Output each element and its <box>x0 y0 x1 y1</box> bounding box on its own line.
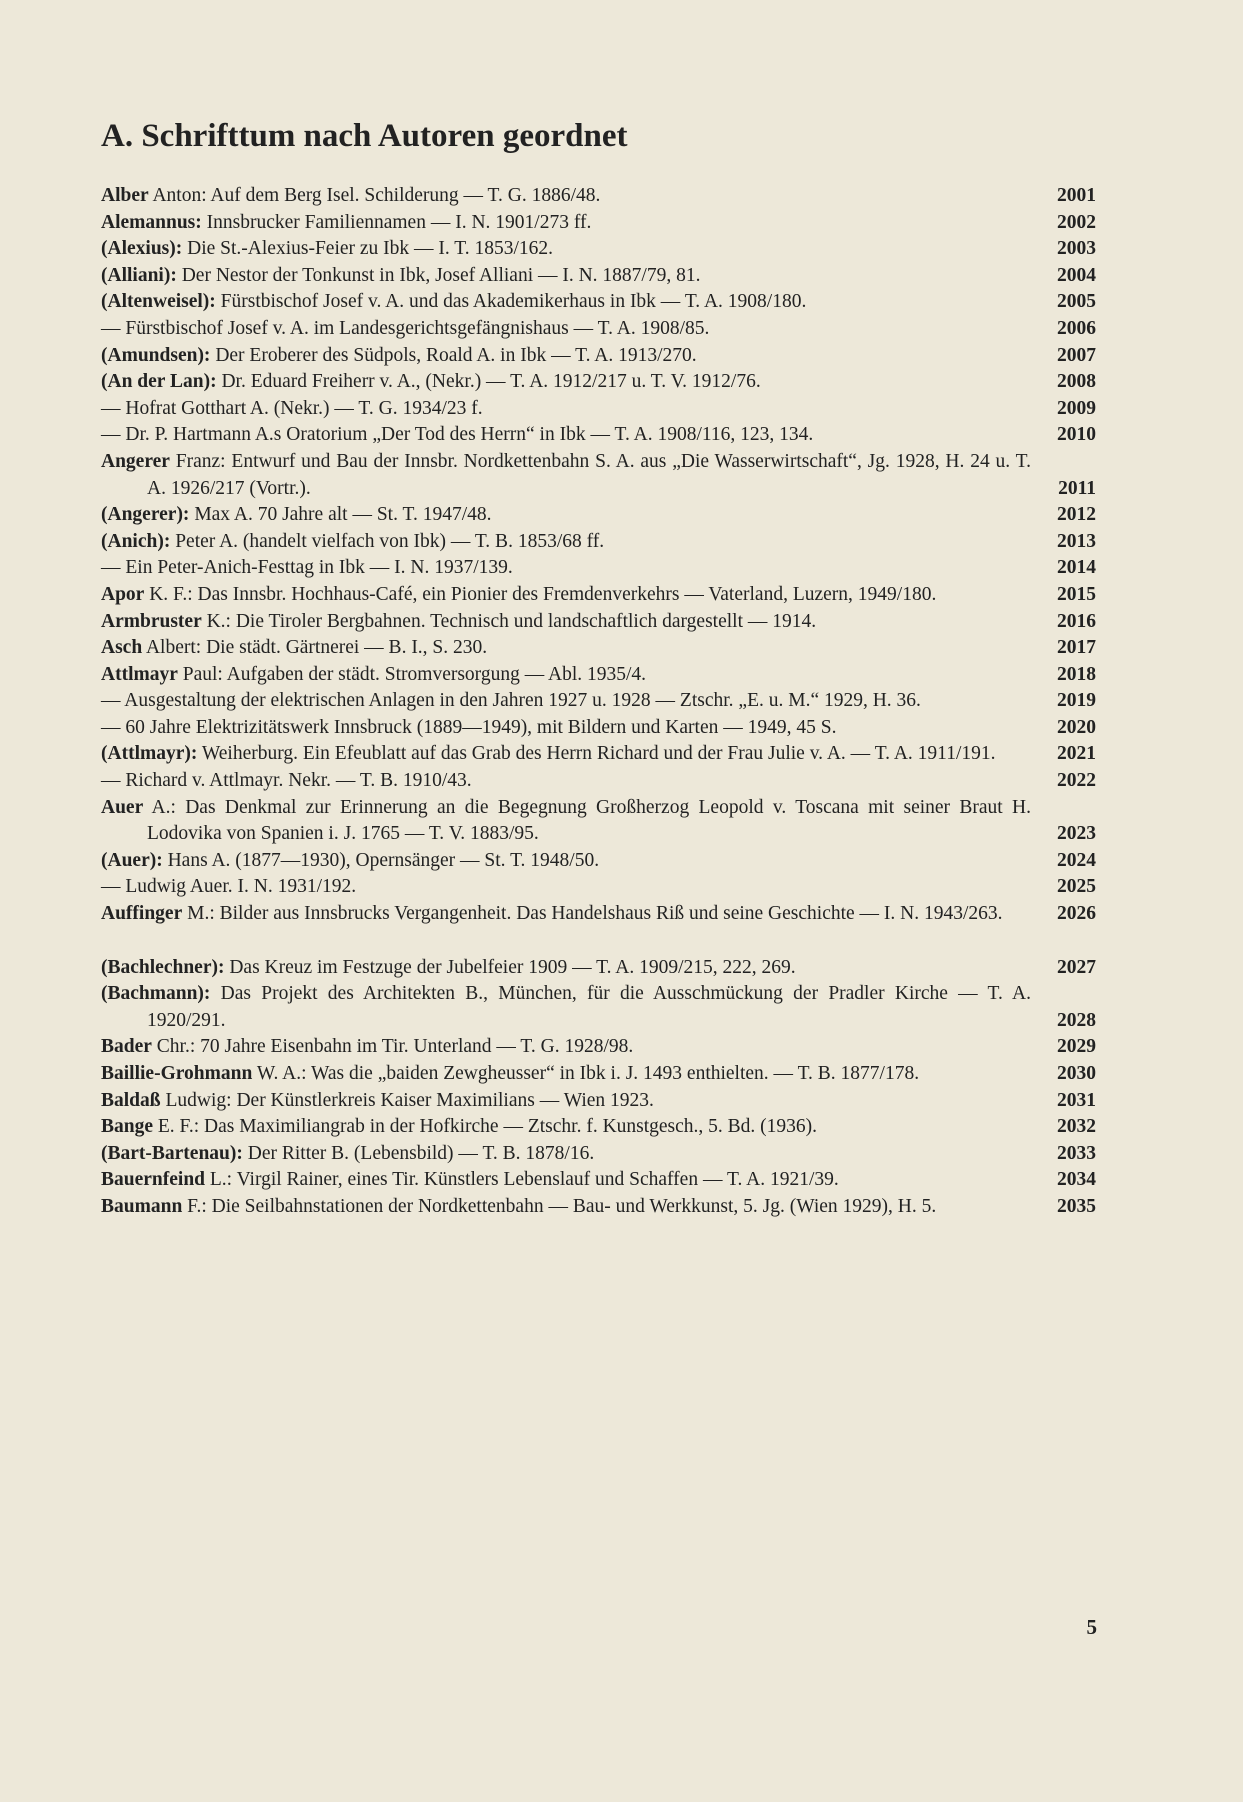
entry-author: Bange <box>101 1116 154 1138</box>
entry-number: 2034 <box>1057 1169 1096 1191</box>
entry-citation: Max A. 70 Jahre alt — St. T. 1947/48. <box>189 504 492 526</box>
entry-number: 2031 <box>1057 1089 1096 1111</box>
entry-text <box>101 981 1031 1034</box>
group-gap <box>101 928 1096 955</box>
bibliography-entry <box>101 874 1096 901</box>
bibliography-entry <box>101 1088 1096 1115</box>
entry-number: 2027 <box>1057 956 1096 978</box>
bibliography-entry <box>101 1061 1096 1088</box>
entry-citation: Ludwig: Der Künstlerkreis Kaiser Maximilians — Wien 1923. <box>160 1089 654 1111</box>
entry-text <box>101 183 1031 210</box>
entry-text <box>101 555 1031 582</box>
entry-text <box>101 1141 1031 1168</box>
bibliography-entry <box>101 582 1096 609</box>
entry-text <box>101 662 1031 689</box>
entry-number: 2020 <box>1057 716 1096 738</box>
entry-author: (An der Lan): <box>101 371 217 393</box>
bibliography-entry <box>101 768 1096 795</box>
entry-number: 2022 <box>1057 770 1096 792</box>
entry-citation: L.: Virgil Rainer, eines Tir. Künstlers Lebenslauf und Schaffen — T. A. 1921/39. <box>205 1169 839 1191</box>
entry-citation: Dr. Eduard Freiherr v. A., (Nekr.) — T. A. 1912/217 u. T. V. 1912/76. <box>216 371 761 393</box>
entry-number: 2005 <box>1057 291 1096 313</box>
entry-text <box>101 369 1031 396</box>
entry-number: 2019 <box>1057 690 1096 712</box>
entry-number: 2012 <box>1057 504 1096 526</box>
entry-number: 2026 <box>1057 903 1096 925</box>
bibliography-entry <box>101 955 1096 982</box>
entry-citation: Hans A. (1877—1930), Opernsänger — St. T. 1948/50. <box>162 849 600 871</box>
entry-author: Baillie-Grohmann <box>101 1063 253 1084</box>
entry-citation: — Fürstbischof Josef v. A. im Landesgerichtsgefängnishaus — T. A. 1908/85. <box>101 317 710 339</box>
entry-text <box>101 1167 1031 1194</box>
entry-number: 2008 <box>1057 371 1096 393</box>
entry-text <box>101 848 1031 875</box>
entry-number: 2004 <box>1057 264 1096 286</box>
entry-number: 2003 <box>1057 238 1096 260</box>
entry-number: 2013 <box>1057 530 1096 552</box>
entry-citation: Weiherburg. Ein Efeublatt auf das Grab des Herrn Richard und der Frau Julie v. A. — T. A. 1911/191. <box>197 743 996 765</box>
entry-group-a <box>101 183 1096 928</box>
entry-citation: Der Nestor der Tonkunst in Ibk, Josef Alliani — I. N. 1887/79, 81. <box>176 264 701 286</box>
entry-text <box>101 236 1031 263</box>
bibliography-entry <box>101 343 1096 370</box>
bibliography-entry <box>101 1141 1096 1168</box>
entry-number: 2010 <box>1057 424 1096 446</box>
entry-author: Attlmayr <box>101 663 178 685</box>
entry-author: (Angerer): <box>101 504 190 526</box>
entry-author: Bauernfeind <box>101 1169 206 1191</box>
entry-text <box>101 210 1031 237</box>
entry-citation: Die St.-Alexius-Feier zu Ibk — I. T. 1853/162. <box>182 238 554 260</box>
entry-citation: Anton: Auf dem Berg Isel. Schilderung — T. G. 1886/48. <box>148 185 601 206</box>
entry-citation: W. A.: Was die „baiden Zewgheusser“ in Ibk i. J. 1493 enthielten. — T. B. 1877/178. <box>252 1063 920 1084</box>
entry-citation: Das Projekt des Architekten B., München, für die Ausschmückung der Pradler Kirche — T. A. 1920/291. <box>147 983 1031 1031</box>
entry-citation: — Ausgestaltung der elektrischen Anlagen in den Jahren 1927 u. 1928 — Ztschr. „E. u. M.“ 1929, H. 36. <box>101 690 921 712</box>
entry-text <box>101 289 1031 316</box>
bibliography-entry <box>101 609 1096 636</box>
entry-text <box>101 316 1031 343</box>
entry-author: Auer <box>101 796 144 818</box>
page-title: A. Schrifttum nach Autoren geordnet <box>101 118 628 154</box>
entry-text <box>101 1114 1031 1141</box>
entry-number: 2006 <box>1057 317 1096 339</box>
bibliography-entry <box>101 316 1096 343</box>
entry-citation: M.: Bilder aus Innsbrucks Vergangenheit. Das Handelshaus Riß und seine Geschichte — I. N. 1943/263. <box>182 903 1003 925</box>
entry-citation: — 60 Jahre Elektrizitätswerk Innsbruck (1889—1949), mit Bildern und Karten — 1949, 45 S. <box>101 716 837 738</box>
entry-citation: Franz: Entwurf und Bau der Innsbr. Nordkettenbahn S. A. aus „Die Wasserwirtschaft“, Jg. 1928, H. 24 u. T. A. 1926/217 (Vortr.). <box>147 450 1031 499</box>
entry-number: 2021 <box>1057 743 1096 765</box>
entry-citation: — Dr. P. Hartmann A.s Oratorium „Der Tod des Herrn“ in Ibk — T. A. 1908/116, 123, 134. <box>101 424 814 446</box>
entry-text <box>101 1061 1031 1088</box>
entry-author: Armbruster <box>101 610 202 632</box>
bibliography-entry <box>101 555 1096 582</box>
bibliography-entry <box>101 741 1096 768</box>
entry-author: (Alliani): <box>101 264 177 286</box>
page-number: 5 <box>1086 1615 1097 1639</box>
entry-text <box>101 1034 1031 1061</box>
entry-author: Angerer <box>101 450 170 472</box>
bibliography-entry <box>101 981 1096 1034</box>
bibliography-entry <box>101 263 1096 290</box>
entry-citation: — Richard v. Attlmayr. Nekr. — T. B. 1910/43. <box>101 770 472 792</box>
entry-number: 2015 <box>1057 583 1096 605</box>
bibliography-entry <box>101 1167 1096 1194</box>
entry-number: 2002 <box>1057 211 1096 233</box>
bibliography-entry <box>101 795 1096 848</box>
entry-text <box>101 529 1031 556</box>
bibliography-entry <box>101 236 1096 263</box>
bibliography-entry <box>101 529 1096 556</box>
entry-citation: Albert: Die städt. Gärtnerei — B. I., S. 230. <box>142 637 488 659</box>
entry-text <box>101 901 1031 928</box>
entry-text <box>101 502 1031 529</box>
entry-text <box>101 449 1031 502</box>
entry-author: (Attlmayr): <box>101 743 198 765</box>
bibliography-entry <box>101 1034 1096 1061</box>
entry-text <box>101 1088 1031 1115</box>
entry-text <box>101 715 1031 742</box>
entry-text <box>101 635 1031 662</box>
entry-number: 2014 <box>1057 557 1096 579</box>
bibliography-entry <box>101 1194 1096 1221</box>
bibliography-entry <box>101 289 1096 316</box>
bibliography-entry <box>101 848 1096 875</box>
entry-number: 2007 <box>1057 344 1096 366</box>
entry-text <box>101 582 1031 609</box>
entry-number: 2011 <box>1058 477 1096 499</box>
entry-text <box>101 955 1031 982</box>
entry-text <box>101 609 1031 636</box>
bibliography-entry <box>101 901 1096 928</box>
entry-number: 2018 <box>1057 663 1096 685</box>
entry-author: Asch <box>101 637 143 659</box>
bibliography-entry <box>101 422 1096 449</box>
entry-text <box>101 263 1031 290</box>
entry-text <box>101 795 1031 848</box>
entry-citation: Peter A. (handelt vielfach von Ibk) — T. B. 1853/68 ff. <box>170 530 605 552</box>
entry-text <box>101 343 1031 370</box>
entry-number: 2009 <box>1057 397 1096 419</box>
entry-author: (Amundsen): <box>101 344 211 366</box>
entry-text <box>101 688 1031 715</box>
entry-number: 2032 <box>1057 1116 1096 1138</box>
bibliography-list <box>101 183 1096 1221</box>
entry-author: Baumann <box>101 1195 183 1217</box>
entry-text <box>101 396 1031 423</box>
entry-number: 2035 <box>1057 1195 1096 1217</box>
entry-text <box>101 741 1031 768</box>
entry-author: (Altenweisel): <box>101 291 216 313</box>
entry-group-b <box>101 955 1096 1221</box>
entry-author: (Bachmann): <box>101 983 211 1005</box>
entry-number: 2024 <box>1057 849 1096 871</box>
entry-author: Alemannus: <box>101 211 202 233</box>
bibliography-entry <box>101 1114 1096 1141</box>
entry-citation: Das Kreuz im Festzuge der Jubelfeier 1909 — T. A. 1909/215, 222, 269. <box>224 956 796 978</box>
entry-text <box>101 1194 1031 1221</box>
entry-number: 2033 <box>1057 1142 1096 1164</box>
entry-author: (Anich): <box>101 530 171 552</box>
entry-author: Auffinger <box>101 903 183 925</box>
entry-citation: K. F.: Das Innsbr. Hochhaus-Café, ein Pionier des Fremdenverkehrs — Vaterland, Luzern, 1949/180. <box>144 583 937 605</box>
entry-number: 2017 <box>1057 637 1096 659</box>
entry-citation: Der Eroberer des Südpols, Roald A. in Ibk — T. A. 1913/270. <box>210 344 697 366</box>
entry-citation: Paul: Aufgaben der städt. Stromversorgung — Abl. 1935/4. <box>177 663 647 685</box>
bibliography-entry <box>101 635 1096 662</box>
entry-citation: E. F.: Das Maximiliangrab in der Hofkirche — Ztschr. f. Kunstgesch., 5. Bd. (1936). <box>153 1116 818 1138</box>
entry-author: (Auer): <box>101 849 163 871</box>
entry-number: 2025 <box>1057 876 1096 898</box>
entry-author: (Alexius): <box>101 238 183 260</box>
entry-number: 2030 <box>1057 1063 1096 1084</box>
entry-author: Bader <box>101 1036 152 1058</box>
entry-citation: Innsbrucker Familiennamen — I. N. 1901/273 ff. <box>201 211 592 233</box>
bibliography-entry <box>101 210 1096 237</box>
bibliography-entry <box>101 449 1096 502</box>
bibliography-entry <box>101 715 1096 742</box>
bibliography-entry <box>101 183 1096 210</box>
entry-citation: Der Ritter B. (Lebensbild) — T. B. 1878/16. <box>242 1142 595 1164</box>
bibliography-entry <box>101 369 1096 396</box>
entry-number: 2001 <box>1057 185 1096 206</box>
entry-number: 2029 <box>1057 1036 1096 1058</box>
entry-number: 2023 <box>1057 823 1096 845</box>
entry-author: (Bachlechner): <box>101 956 225 978</box>
entry-citation: — Hofrat Gotthart A. (Nekr.) — T. G. 1934/23 f. <box>101 397 483 419</box>
entry-citation: — Ludwig Auer. I. N. 1931/192. <box>101 876 357 898</box>
entry-author: Alber <box>101 185 149 206</box>
entry-number: 2028 <box>1057 1009 1096 1031</box>
entry-author: (Bart-Bartenau): <box>101 1142 243 1164</box>
entry-author: Baldaß <box>101 1089 161 1111</box>
entry-citation: — Ein Peter-Anich-Festtag in Ibk — I. N. 1937/139. <box>101 557 513 579</box>
bibliography-entry <box>101 396 1096 423</box>
entry-citation: F.: Die Seilbahnstationen der Nordkettenbahn — Bau- und Werkkunst, 5. Jg. (Wien 1929), H. 5. <box>182 1195 937 1217</box>
entry-number: 2016 <box>1057 610 1096 632</box>
entry-citation: K.: Die Tiroler Bergbahnen. Technisch und landschaftlich dargestellt — 1914. <box>201 610 817 632</box>
entry-citation: Chr.: 70 Jahre Eisenbahn im Tir. Unterland — T. G. 1928/98. <box>151 1036 634 1058</box>
entry-text <box>101 874 1031 901</box>
bibliography-entry <box>101 502 1096 529</box>
bibliography-entry <box>101 662 1096 689</box>
entry-text <box>101 422 1031 449</box>
bibliography-entry <box>101 688 1096 715</box>
entry-citation: A.: Das Denkmal zur Erinnerung an die Begegnung Großherzog Leopold v. Toscana mit seiner Braut H. Lodovika von Spanien i. J. 1765 — T. V. 1883/95. <box>143 796 1031 845</box>
entry-author: Apor <box>101 583 145 605</box>
entry-citation: Fürstbischof Josef v. A. und das Akademikerhaus in Ibk — T. A. 1908/180. <box>215 291 807 313</box>
entry-text <box>101 768 1031 795</box>
